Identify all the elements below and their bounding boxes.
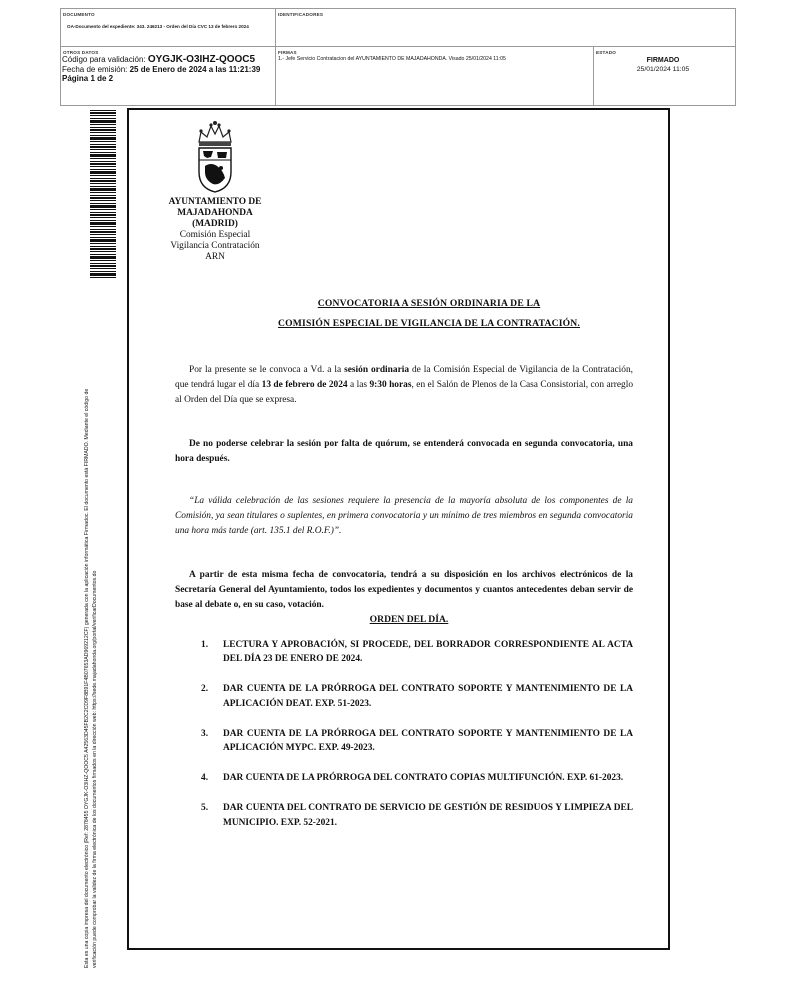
org-line-6: ARN <box>205 252 225 262</box>
agenda-item <box>201 771 633 785</box>
agenda-item <box>201 727 633 755</box>
agenda-item-text: DAR CUENTA DEL CONTRATO DE SERVICIO DE GESTIÓN DE RESIDUOS Y LIMPIEZA DEL MUNICIPIO. EXP. 52-2021. <box>223 803 633 828</box>
org-line-5: Vigilancia Contratación <box>170 241 260 251</box>
p1-text-e: a las <box>347 380 370 391</box>
organization-block <box>135 197 295 263</box>
documento-cell <box>61 9 276 47</box>
side-verification-text-1: Esta es una copia impresa del documento electrónico (Ref: 2878455 OYGJK-O3IHZ-QOOC5 A42563D45FB2C2CD9F8B91F4B07653AD969212CF) generada con la aplicación informática Firmadoc. El documento está FIRMADO. Mediante el código de <box>84 388 90 968</box>
agenda-item-text: LECTURA Y APROBACIÓN, SI PROCEDE, DEL BORRADOR CORRESPONDIENTE AL ACTA DEL DÍA 23 DE ENERO DE 2024. <box>223 640 633 665</box>
org-line-4: Comisión Especial <box>179 230 251 240</box>
page-info: Página 1 de 2 <box>62 74 114 83</box>
agenda-item-text: DAR CUENTA DE LA PRÓRROGA DEL CONTRATO COPIAS MULTIFUNCIÓN. EXP. 61-2023. <box>223 773 624 784</box>
validation-code: OYGJK-O3IHZ-QOOC5 <box>147 54 256 65</box>
p1-date: 13 de febrero de 2024 <box>261 380 348 391</box>
paragraph-documents-availability: A partir de esta misma fecha de convocatoria, tendrá a su disposición en los archivos electrónicos de la Secretaría General del Ayuntamiento, todos los expedientes y documentos y cuantos antecedentes deban servir de base al debate o, en su caso, votación. <box>175 570 633 611</box>
documento-label: DOCUMENTO <box>63 12 95 17</box>
estado-cell <box>594 47 735 105</box>
side-verification-text-2: verificación puede comprobar la validez de la firma electrónica de los documentos firmados en la dirección web: https://sede.majadahonda.org/portal/verificarDocumentos.do <box>92 570 98 968</box>
p1-text-c: de la Comisión Especial de Vigilancia de la Contratación, que tendrá lugar el día <box>175 365 633 391</box>
agenda-item <box>201 682 633 710</box>
firma-entry: 1.- Jefe Servicio Contratacion del AYUNTAMIENTO DE MAJADAHONDA. Visado 25/01/2024 11:05 <box>278 56 506 62</box>
agenda-item <box>201 801 633 829</box>
agenda-item-text: DAR CUENTA DE LA PRÓRROGA DEL CONTRATO SOPORTE Y MANTENIMIENTO DE LA APLICACIÓN MYPC. EXP. 49-2023. <box>223 728 633 754</box>
agenda-item-number: 3. <box>201 728 209 739</box>
orden-del-dia-heading: ORDEN DEL DÍA. <box>369 614 449 625</box>
agenda-item-number: 4. <box>201 773 209 784</box>
coat-of-arms-icon <box>193 120 237 194</box>
estado-label: ESTADO <box>596 50 617 55</box>
validation-block <box>62 55 260 84</box>
document-page <box>127 108 670 950</box>
firmas-label: FIRMAS <box>278 50 297 55</box>
agenda-item-text: DAR CUENTA DE LA PRÓRROGA DEL CONTRATO SOPORTE Y MANTENIMIENTO DE LA APLICACIÓN DEAT. EXP. 51-2023. <box>223 684 633 709</box>
title-line-1: CONVOCATORIA A SESIÓN ORDINARIA DE LA <box>317 298 541 309</box>
agenda-list <box>201 638 633 846</box>
org-line-1: AYUNTAMIENTO DE <box>168 197 262 207</box>
estado-date: 25/01/2024 11:05 <box>636 66 690 73</box>
org-line-3: (MADRID) <box>192 219 238 229</box>
org-line-2: MAJADAHONDA <box>177 208 253 218</box>
documento-value: OA-Documento del expediente: 343. 246213 - Orden del Día CVC 13 de febrero 2024 <box>67 24 249 29</box>
agenda-item <box>201 638 633 666</box>
p1-session-type: sesión ordinaria <box>344 365 410 375</box>
agenda-item-number: 1. <box>201 640 209 650</box>
identificadores-label: IDENTIFICADORES <box>278 12 324 17</box>
paragraph-convocatoria <box>175 363 633 409</box>
paragraph-quorum: De no poderse celebrar la sesión por falta de quórum, se entenderá convocada en segunda convocatoria, una hora después. <box>175 439 633 465</box>
agenda-item-number: 2. <box>201 684 209 695</box>
p1-text-g: , en el Salón de Plenos de la Casa Consistorial, con arreglo al Orden del Día que se expresa. <box>175 380 634 406</box>
p1-text-a: Por la presente se le convoca a Vd. a la <box>189 365 345 375</box>
otros-datos-label: OTROS DATOS <box>63 50 99 55</box>
estado-value: FIRMADO <box>646 57 680 64</box>
paragraph-validity-quote: “La válida celebración de las sesiones requiere la presencia de la mayoría absoluta de los componentes de la Comisión, ya sean titulares o suplentes, en primera convocatoria y un mínimo de tres miembros en segunda convocatoria una hora más tarde (art. 135.1 del R.O.F.)”. <box>175 496 633 537</box>
emission-prefix: Fecha de emisión: <box>62 64 128 74</box>
validation-prefix: Código para validación: <box>62 55 146 64</box>
title-line-2: COMISIÓN ESPECIAL DE VIGILANCIA DE LA CONTRATACIÓN. <box>277 318 581 329</box>
identificadores-cell <box>276 9 735 47</box>
agenda-item-number: 5. <box>201 803 209 814</box>
p1-time: 9:30 horas <box>369 380 412 391</box>
emission-date: 25 de Enero de 2024 a las 11:21:39 <box>129 64 261 74</box>
barcode <box>90 110 116 278</box>
